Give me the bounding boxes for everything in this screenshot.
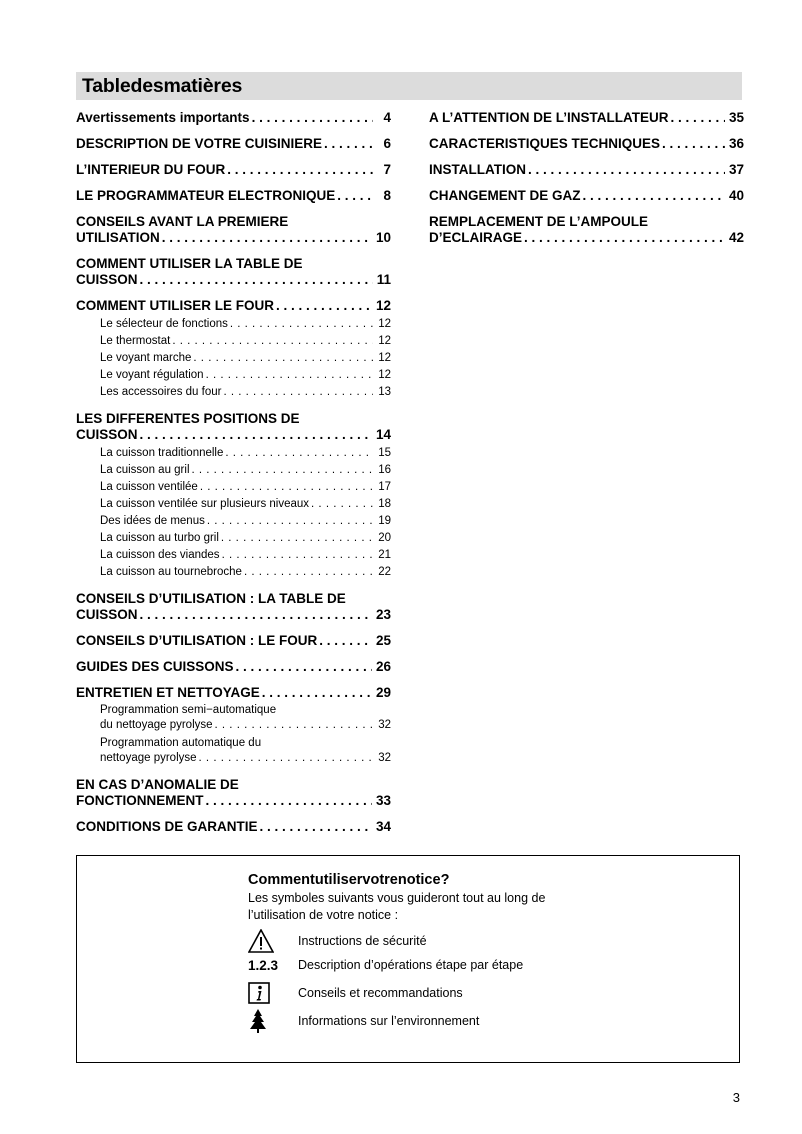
dot-leader bbox=[206, 367, 373, 384]
toc-entry-text: A L’ATTENTION DE L’INSTALLATEUR bbox=[429, 110, 669, 125]
toc-line bbox=[100, 333, 391, 350]
toc-entry bbox=[429, 214, 744, 246]
toc-entry-text: La cuisson des viandes bbox=[100, 549, 220, 561]
toc-line bbox=[100, 496, 391, 513]
toc-line bbox=[76, 427, 391, 443]
toc-line bbox=[429, 136, 744, 152]
toc-line bbox=[76, 777, 391, 793]
toc-entry-text: La cuisson au gril bbox=[100, 464, 190, 476]
toc-entry bbox=[76, 110, 391, 126]
warning-triangle-icon bbox=[248, 929, 274, 953]
toc-entry bbox=[76, 411, 391, 581]
dot-leader bbox=[192, 462, 374, 479]
toc-entry-text: GUIDES DES CUISSONS bbox=[76, 659, 234, 674]
toc-entry bbox=[429, 188, 744, 204]
toc-subentry bbox=[100, 513, 391, 530]
dot-leader bbox=[140, 272, 373, 288]
toc-entry bbox=[76, 298, 391, 401]
toc-page-number: 12 bbox=[378, 369, 391, 381]
dot-leader bbox=[172, 333, 373, 350]
toc-line bbox=[76, 819, 391, 835]
info-icon bbox=[248, 982, 270, 1004]
dot-leader bbox=[230, 316, 373, 333]
notice-box bbox=[76, 855, 740, 1063]
toc-entry-text: FONCTIONNEMENT bbox=[76, 793, 204, 808]
toc-page-number: 12 bbox=[378, 318, 391, 330]
toc-subentry bbox=[100, 462, 391, 479]
dot-leader bbox=[236, 659, 372, 675]
symbol-row-steps: 1.2.3 Description d’opérations étape par étape bbox=[248, 957, 524, 973]
toc-line bbox=[100, 750, 391, 767]
dot-leader bbox=[671, 110, 725, 126]
toc-page-number: 20 bbox=[378, 532, 391, 544]
toc-entry bbox=[429, 136, 744, 152]
symbol-row-environment: Informations sur l’environnement bbox=[248, 1010, 688, 1032]
toc-entry bbox=[76, 256, 391, 288]
toc-left-column bbox=[76, 110, 391, 845]
toc-line bbox=[100, 367, 391, 384]
toc-entry-text: COMMENT UTILISER LE FOUR bbox=[76, 298, 274, 313]
toc-right-column bbox=[429, 110, 744, 256]
toc-entry-text: du nettoyage pyrolyse bbox=[100, 719, 213, 731]
toc-entry-text: COMMENT UTILISER LA TABLE DE bbox=[76, 256, 303, 271]
dot-leader bbox=[207, 513, 373, 530]
dot-leader bbox=[524, 230, 725, 246]
symbol-row-tips: Conseils et recommandations bbox=[248, 982, 688, 1004]
toc-subentry bbox=[100, 479, 391, 496]
toc-page-number: 26 bbox=[375, 659, 391, 674]
toc-page-number: 15 bbox=[378, 447, 391, 459]
toc-page-number: 12 bbox=[378, 352, 391, 364]
toc-line bbox=[429, 162, 744, 178]
dot-leader bbox=[221, 530, 373, 547]
toc-line bbox=[100, 564, 391, 581]
toc-line bbox=[76, 793, 391, 809]
toc-line bbox=[76, 633, 391, 649]
toc-entry-text: La cuisson au turbo gril bbox=[100, 532, 219, 544]
toc-line bbox=[76, 591, 391, 607]
steps-number: 1.2.3 bbox=[248, 957, 279, 973]
toc-subentry bbox=[100, 350, 391, 367]
toc-entry-text: Les accessoires du four bbox=[100, 386, 222, 398]
toc-entry-text: D’ECLAIRAGE bbox=[429, 230, 523, 245]
toc-entry-text: CONSEILS D’UTILISATION : LE FOUR bbox=[76, 633, 318, 648]
toc-line bbox=[100, 462, 391, 479]
toc-page-number: 36 bbox=[728, 136, 744, 151]
toc-entry bbox=[76, 162, 391, 178]
toc-line bbox=[76, 136, 391, 152]
toc-page-number: 34 bbox=[375, 819, 391, 834]
toc-line bbox=[100, 513, 391, 530]
toc-entry-text: CHANGEMENT DE GAZ bbox=[429, 188, 581, 203]
notice-title: Commentutiliservotrenotice? bbox=[248, 872, 450, 888]
toc-line bbox=[100, 547, 391, 564]
toc-page-number: 21 bbox=[378, 549, 391, 561]
toc-line bbox=[100, 530, 391, 547]
dot-leader bbox=[337, 188, 373, 204]
tree-icon bbox=[248, 1008, 268, 1034]
toc-page-number: 19 bbox=[378, 515, 391, 527]
toc-entry bbox=[76, 591, 391, 623]
page-number: 3 bbox=[732, 1090, 740, 1105]
toc-line bbox=[100, 717, 391, 734]
toc-page-number: 32 bbox=[378, 752, 391, 764]
toc-page-number: 37 bbox=[728, 162, 744, 177]
dot-leader bbox=[193, 350, 373, 367]
toc-page-number: 12 bbox=[378, 335, 391, 347]
toc-entry-text: CONDITIONS DE GARANTIE bbox=[76, 819, 258, 834]
toc-page-number: 33 bbox=[375, 793, 391, 808]
dot-leader bbox=[199, 750, 373, 767]
toc-subentries bbox=[76, 445, 391, 581]
toc-entry-text: Le thermostat bbox=[100, 335, 171, 347]
toc-entry-text: EN CAS D’ANOMALIE DE bbox=[76, 777, 239, 792]
toc-entry bbox=[76, 633, 391, 649]
toc-line bbox=[76, 272, 391, 288]
toc-entry-text: nettoyage pyrolyse bbox=[100, 752, 197, 764]
page-title: Tabledesmatières bbox=[82, 75, 243, 97]
toc-entry-text: La cuisson ventilée bbox=[100, 481, 198, 493]
dot-leader bbox=[222, 547, 373, 564]
dot-leader bbox=[662, 136, 725, 152]
toc-page-number: 12 bbox=[375, 298, 391, 313]
dot-leader bbox=[324, 136, 373, 152]
toc-entry-text: Des idées de menus bbox=[100, 515, 205, 527]
toc-entry-text: Le voyant marche bbox=[100, 352, 192, 364]
toc-entry bbox=[76, 659, 391, 675]
toc-entry-text: CUISSON bbox=[76, 427, 138, 442]
dot-leader bbox=[528, 162, 725, 178]
dot-leader bbox=[162, 230, 372, 246]
dot-leader bbox=[276, 298, 372, 314]
toc-subentry bbox=[100, 736, 391, 767]
toc-subentry bbox=[100, 547, 391, 564]
toc-entry bbox=[76, 136, 391, 152]
toc-line bbox=[76, 162, 391, 178]
toc-subentry bbox=[100, 703, 391, 734]
toc-entry-text: CONSEILS AVANT LA PREMIERE bbox=[76, 214, 289, 229]
dot-leader bbox=[215, 717, 373, 734]
dot-leader bbox=[260, 819, 372, 835]
toc-line bbox=[76, 659, 391, 675]
toc-entry-text: DESCRIPTION DE VOTRE CUISINIERE bbox=[76, 136, 323, 151]
dot-leader bbox=[583, 188, 725, 204]
toc-entry-text: REMPLACEMENT DE L’AMPOULE bbox=[429, 214, 649, 229]
dot-leader bbox=[140, 607, 372, 623]
title-bar bbox=[76, 72, 742, 100]
toc-entry-text: CUISSON bbox=[76, 272, 138, 287]
toc-subentries bbox=[76, 316, 391, 401]
toc-subentry bbox=[100, 445, 391, 462]
toc-line bbox=[76, 298, 391, 314]
toc-page-number: 16 bbox=[378, 464, 391, 476]
toc-line bbox=[429, 214, 744, 230]
toc-subentry-text: Programmation semi−automatique bbox=[100, 704, 277, 716]
toc-page-number: 25 bbox=[375, 633, 391, 648]
dot-leader bbox=[200, 479, 373, 496]
toc-entry bbox=[76, 777, 391, 809]
toc-line bbox=[76, 685, 391, 701]
toc-page-number: 4 bbox=[383, 110, 391, 125]
toc-page-number: 13 bbox=[378, 386, 391, 398]
notice-intro: Les symboles suivants vous guideront tout au long de l’utilisation de votre notice : bbox=[248, 891, 546, 922]
toc-entry bbox=[76, 188, 391, 204]
toc-entry bbox=[76, 685, 391, 767]
toc-subentries bbox=[76, 703, 391, 767]
toc-page-number: 8 bbox=[383, 188, 391, 203]
toc-line bbox=[76, 256, 391, 272]
toc-subentry bbox=[100, 530, 391, 547]
toc-page-number: 42 bbox=[728, 230, 744, 245]
toc-line bbox=[429, 230, 744, 246]
dot-leader bbox=[227, 162, 373, 178]
toc-line bbox=[100, 350, 391, 367]
toc-entry bbox=[76, 819, 391, 835]
toc-entry-text: La cuisson traditionnelle bbox=[100, 447, 224, 459]
toc-entry-text: Le sélecteur de fonctions bbox=[100, 318, 228, 330]
toc-page-number: 10 bbox=[375, 230, 391, 245]
toc-page-number: 22 bbox=[378, 566, 391, 578]
toc-page-number: 32 bbox=[378, 719, 391, 731]
toc-subentry bbox=[100, 333, 391, 350]
dot-leader bbox=[225, 445, 373, 462]
toc-entry-text: CUISSON bbox=[76, 607, 138, 622]
toc-subentry bbox=[100, 367, 391, 384]
dot-leader bbox=[252, 110, 373, 126]
toc-entry-text: ENTRETIEN ET NETTOYAGE bbox=[76, 685, 260, 700]
toc-entry-text: Le voyant régulation bbox=[100, 369, 204, 381]
toc-entry-text: CONSEILS D’UTILISATION : LA TABLE DE bbox=[76, 591, 346, 606]
dot-leader bbox=[206, 793, 372, 809]
toc-line bbox=[429, 110, 744, 126]
toc-entry-text: La cuisson au tournebroche bbox=[100, 566, 242, 578]
toc-entry-text: UTILISATION bbox=[76, 230, 160, 245]
toc-entry bbox=[429, 162, 744, 178]
dot-leader bbox=[140, 427, 372, 443]
toc-line bbox=[76, 411, 391, 427]
toc-line bbox=[76, 110, 391, 126]
toc-line bbox=[76, 188, 391, 204]
toc-page-number: 6 bbox=[383, 136, 391, 151]
toc-entry-text: CARACTERISTIQUES TECHNIQUES bbox=[429, 136, 661, 151]
toc-page-number: 18 bbox=[378, 498, 391, 510]
toc-entry bbox=[429, 110, 744, 126]
toc-entry-text: LE PROGRAMMATEUR ELECTRONIQUE bbox=[76, 188, 336, 203]
dot-leader bbox=[319, 633, 372, 649]
toc-subentry-text: Programmation automatique du bbox=[100, 737, 262, 749]
toc-subentry bbox=[100, 496, 391, 513]
toc-line bbox=[76, 230, 391, 246]
toc-line bbox=[76, 607, 391, 623]
toc-entry-text: Avertissements importants bbox=[76, 110, 250, 125]
toc-line bbox=[100, 316, 391, 333]
toc-page-number: 7 bbox=[383, 162, 391, 177]
toc-line bbox=[100, 384, 391, 401]
toc-line bbox=[76, 214, 391, 230]
toc-page-number: 14 bbox=[375, 427, 391, 442]
toc-entry bbox=[76, 214, 391, 246]
toc-subentry bbox=[100, 316, 391, 333]
toc-page-number: 29 bbox=[375, 685, 391, 700]
toc-page-number: 17 bbox=[378, 481, 391, 493]
toc-line bbox=[429, 188, 744, 204]
toc-entry-text: L’INTERIEUR DU FOUR bbox=[76, 162, 226, 177]
toc-entry-text: LES DIFFERENTES POSITIONS DE bbox=[76, 411, 300, 426]
toc-line bbox=[100, 479, 391, 496]
symbol-row-safety: Instructions de sécurité bbox=[248, 930, 688, 952]
toc-page-number: 35 bbox=[728, 110, 744, 125]
dot-leader bbox=[223, 384, 373, 401]
toc-page-number: 40 bbox=[728, 188, 744, 203]
toc-page-number: 11 bbox=[376, 272, 391, 287]
toc-entry-text: La cuisson ventilée sur plusieurs niveaux bbox=[100, 498, 310, 510]
toc-page-number: 23 bbox=[375, 607, 391, 622]
toc-subentry bbox=[100, 384, 391, 401]
toc-line bbox=[100, 445, 391, 462]
toc-subentry bbox=[100, 564, 391, 581]
dot-leader bbox=[244, 564, 373, 581]
dot-leader bbox=[311, 496, 373, 513]
toc-entry-text: INSTALLATION bbox=[429, 162, 526, 177]
dot-leader bbox=[262, 685, 372, 701]
